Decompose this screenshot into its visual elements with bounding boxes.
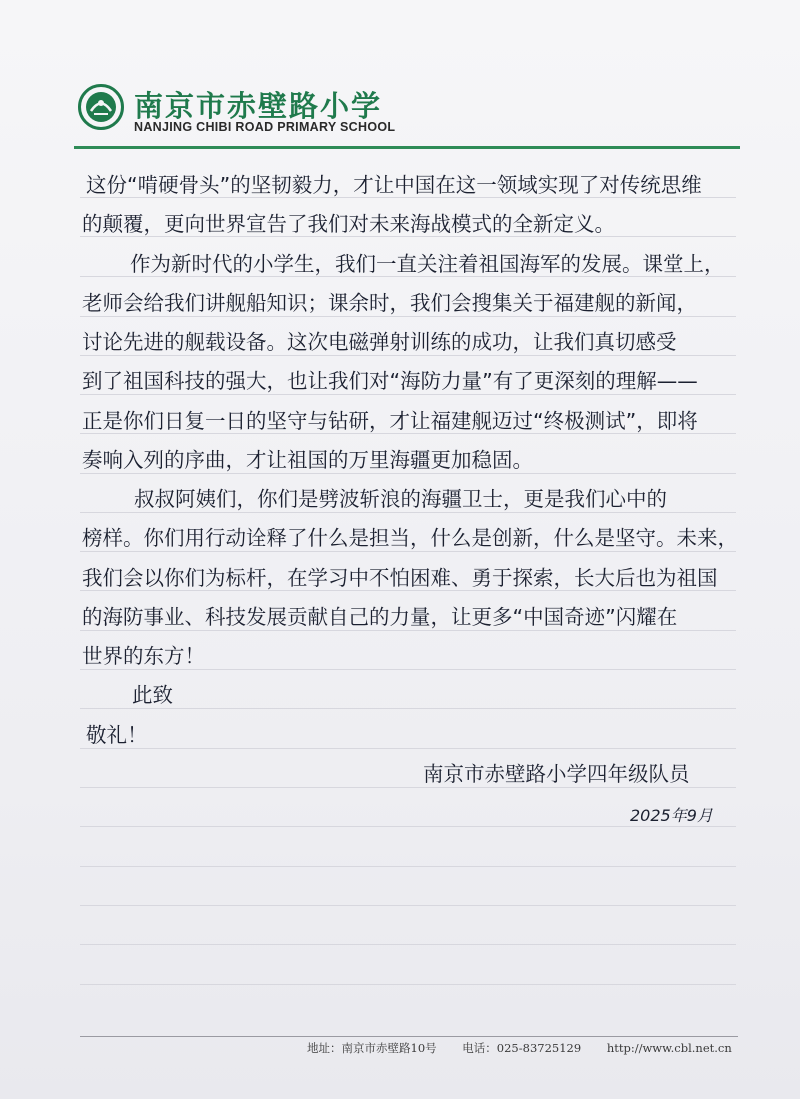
letter-closing: 此致	[132, 683, 173, 707]
letter-line: 的颠覆，更向世界宣告了我们对未来海战模式的全新定义。	[82, 212, 615, 236]
footer-website: http://www.cbl.net.cn	[606, 1041, 732, 1055]
letter-line: 叔叔阿姨们，你们是劈波斩浪的海疆卫士，更是我们心中的	[134, 487, 667, 511]
letter-line: 这份“啃硬骨头”的坚韧毅力，才让中国在这一领域实现了对传统思维	[86, 173, 702, 197]
letter-line: 到了祖国科技的强大，也让我们对“海防力量”有了更深刻的理解——	[82, 369, 698, 393]
letterhead-footer	[307, 1040, 732, 1056]
signature: 南京市赤壁路小学四年级队员	[423, 762, 690, 786]
school-emblem-icon	[78, 84, 124, 130]
footer-divider	[80, 1036, 738, 1037]
letter-line: 我们会以你们为标杆，在学习中不怕困难、勇于探索，长大后也为祖国	[82, 566, 718, 590]
letter-line: 老师会给我们讲舰船知识；课余时，我们会搜集关于福建舰的新闻，	[82, 291, 697, 315]
letterhead	[78, 82, 738, 152]
letter-line: 正是你们日复一日的坚守与钻研，才让福建舰迈过“终极测试”，即将	[82, 409, 698, 433]
letter-line: 讨论先进的舰载设备。这次电磁弹射训练的成功，让我们真切感受	[82, 330, 677, 354]
footer-address: 地址：南京市赤壁路10号	[307, 1041, 437, 1055]
letter-line: 榜样。你们用行动诠释了什么是担当，什么是创新，什么是坚守。未来，	[82, 526, 738, 550]
letter-date: 2025年9月	[630, 806, 713, 825]
letter-line: 奏响入列的序曲，才让祖国的万里海疆更加稳固。	[82, 448, 533, 472]
school-name-cn: 南京市赤壁路小学	[134, 89, 383, 123]
letter-line: 世界的东方！	[82, 644, 205, 668]
footer-phone: 电话：025-83725129	[462, 1041, 582, 1055]
header-divider	[74, 146, 740, 149]
letter-line: 的海防事业、科技发展贡献自己的力量，让更多“中国奇迹”闪耀在	[82, 605, 678, 629]
letter-salutation: 敬礼！	[86, 723, 148, 747]
letter-line: 作为新时代的小学生，我们一直关注着祖国海军的发展。课堂上，	[130, 252, 725, 276]
school-name-en: NANJING CHIBI ROAD PRIMARY SCHOOL	[134, 120, 396, 134]
